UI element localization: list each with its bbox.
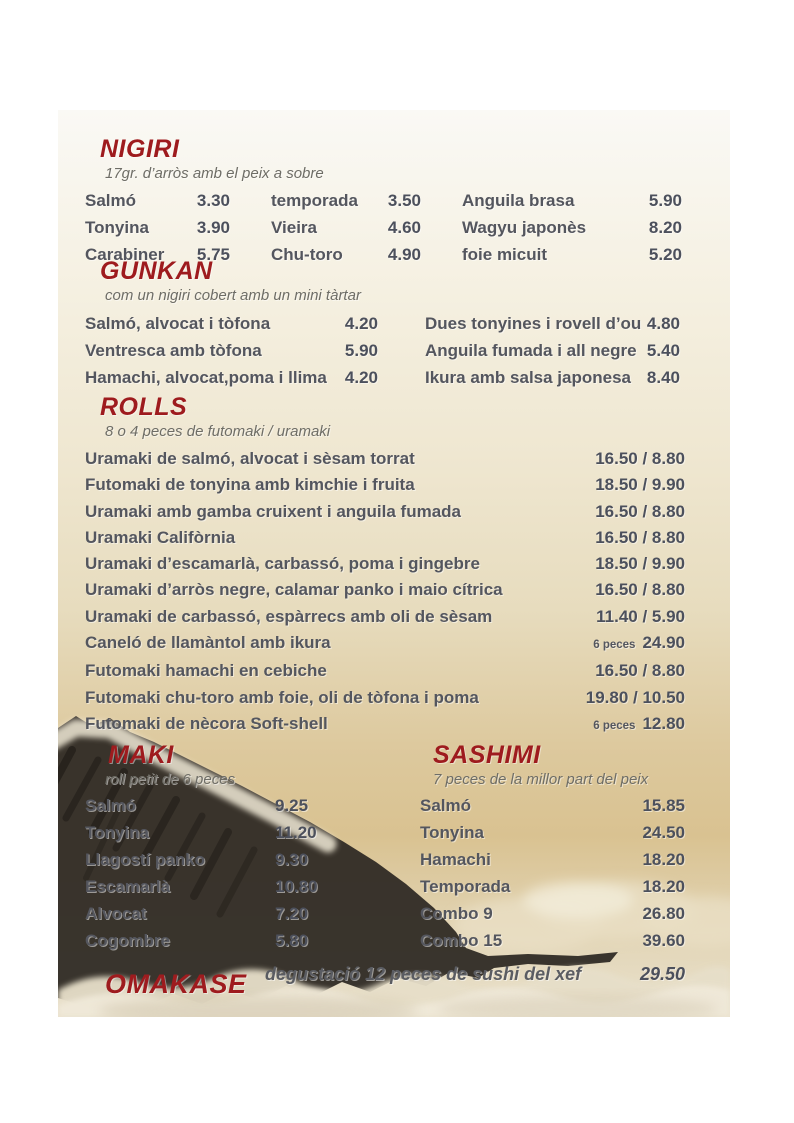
- item-name: Chu-toro: [271, 245, 343, 264]
- item-price: 5.40: [646, 341, 680, 360]
- item-price-group: [595, 577, 685, 603]
- menu-item: [85, 187, 230, 214]
- sashimi-items: [420, 792, 685, 954]
- menu-item: [85, 873, 420, 900]
- item-price: 7.20: [275, 904, 309, 923]
- item-price: 18.50 / 9.90: [595, 554, 685, 574]
- section-gunkan: [58, 256, 730, 391]
- menu-item: [425, 337, 680, 364]
- item-price-group: [595, 551, 685, 577]
- item-price: 16.50 / 8.80: [595, 580, 685, 600]
- item-name: Combo 9: [420, 904, 493, 923]
- item-name: Ventresca amb tòfona: [85, 341, 262, 360]
- omakase-description: degustació 12 peces de sushi del xef: [265, 964, 582, 984]
- item-price: 18.20: [642, 850, 685, 869]
- item-price: 16.50 / 8.80: [595, 501, 685, 521]
- item-name: Salmó, alvocat i tòfona: [85, 314, 271, 333]
- item-name: Futomaki chu-toro amb foie, oli de tòfona i poma: [85, 687, 479, 707]
- section-maki: [85, 740, 420, 954]
- item-name: Carabiner: [85, 245, 165, 264]
- menu-item: [420, 846, 685, 873]
- menu-item: [85, 310, 378, 337]
- item-name: Hamachi: [420, 850, 491, 869]
- section-title: NIGIRI: [100, 135, 180, 163]
- item-price-group: [595, 658, 685, 684]
- menu-panel: [58, 110, 730, 1017]
- item-name: Wagyu japonès: [462, 218, 587, 237]
- item-price: 12.80: [642, 713, 685, 733]
- item-price: 9.25: [275, 796, 309, 815]
- menu-item: [85, 819, 420, 846]
- item-price: 5.80: [275, 931, 309, 950]
- item-price: 18.50 / 9.90: [595, 475, 685, 495]
- item-name: Salmó: [85, 191, 137, 210]
- item-name: Uramaki Califòrnia: [85, 527, 236, 547]
- item-name: Tonyina: [420, 823, 484, 842]
- item-name: Caneló de llamàntol amb ikura: [85, 633, 331, 653]
- section-sashimi: [420, 740, 685, 954]
- section-subtitle: 8 o 4 peces de futomaki / uramaki: [105, 423, 331, 440]
- menu-item: [85, 525, 685, 551]
- item-name: Uramaki de carbassó, espàrrecs amb oli de sèsam: [85, 606, 493, 626]
- menu-item: [425, 364, 680, 391]
- section-subtitle: roll petit de 6 peces: [105, 771, 236, 788]
- menu-item: [85, 658, 685, 684]
- item-price: 9.30: [275, 850, 309, 869]
- maki-items: [85, 792, 420, 954]
- item-price-group: [595, 446, 685, 472]
- item-price: 4.80: [646, 314, 680, 333]
- menu-item: [85, 214, 230, 241]
- menu-item: [85, 630, 685, 658]
- item-price-group: [586, 685, 685, 711]
- item-name: Ikura amb salsa japonesa: [425, 368, 631, 387]
- item-price-group: [593, 630, 685, 658]
- menu-item: [271, 187, 421, 214]
- item-price: 15.85: [642, 796, 685, 815]
- menu-item: [420, 792, 685, 819]
- section-title: MAKI: [108, 741, 174, 769]
- menu-item: [85, 900, 420, 927]
- item-name: Vieira: [271, 218, 318, 237]
- item-price: 5.20: [648, 245, 682, 264]
- item-price: 19.80 / 10.50: [585, 687, 685, 707]
- item-price: 4.60: [387, 218, 421, 237]
- item-name: Tonyina: [85, 218, 149, 237]
- section-title: OMAKASE: [105, 969, 247, 999]
- item-name: Futomaki hamachi en cebiche: [85, 661, 327, 681]
- menu-item: [85, 604, 685, 630]
- item-name: Uramaki d’escamarlà, carbassó, poma i gingebre: [85, 554, 480, 574]
- section-title: SASHIMI: [433, 741, 541, 769]
- section-title: ROLLS: [100, 393, 188, 421]
- item-price: 4.20: [344, 368, 378, 387]
- menu-item: [85, 846, 420, 873]
- section-title: GUNKAN: [100, 257, 213, 285]
- item-name: temporada: [271, 191, 358, 210]
- item-name: Llagostí panko: [85, 850, 205, 869]
- item-name: Temporada: [420, 877, 511, 896]
- menu-item: [462, 214, 682, 241]
- item-name: Dues tonyines i rovell d’ou: [425, 314, 642, 333]
- item-price: 26.80: [642, 904, 685, 923]
- item-price: 5.90: [648, 191, 682, 210]
- section-maki-sashimi: [58, 740, 730, 954]
- menu-item: [85, 551, 685, 577]
- menu-item: [85, 472, 685, 498]
- section-subtitle: 7 peces de la millor part del peix: [433, 771, 649, 788]
- menu-item: [85, 711, 685, 739]
- item-price: 29.50: [639, 964, 685, 984]
- item-price: 5.75: [196, 245, 230, 264]
- section-omakase: [85, 960, 685, 1006]
- item-name: Salmó: [420, 796, 472, 815]
- item-name: Hamachi, alvocat,poma i llima: [85, 368, 327, 387]
- item-price: 3.90: [196, 218, 230, 237]
- item-name: Anguila brasa: [462, 191, 575, 210]
- item-name: Uramaki amb gamba cruixent i anguila fumada: [85, 501, 462, 521]
- item-price: 16.50 / 8.80: [595, 527, 685, 547]
- item-price-group: [593, 711, 685, 739]
- item-price: 3.50: [387, 191, 421, 210]
- item-price: 8.40: [646, 368, 680, 387]
- item-unit-label: 6 peces: [593, 639, 636, 652]
- gunkan-items: [85, 310, 685, 391]
- menu-item: [425, 310, 680, 337]
- item-price: 39.60: [642, 931, 685, 950]
- item-name: Cogombre: [85, 931, 170, 950]
- menu-item: [85, 927, 420, 954]
- item-name: Tonyina: [85, 823, 149, 842]
- item-price-group: [596, 604, 685, 630]
- section-subtitle: 17gr. d’arròs amb el peix a sobre: [105, 165, 324, 182]
- item-name: foie micuit: [462, 245, 548, 264]
- item-name: Futomaki de tonyina amb kimchie i fruita: [85, 475, 415, 495]
- item-name: Escamarlà: [85, 877, 171, 896]
- menu-item: [420, 927, 685, 954]
- item-price-group: [595, 472, 685, 498]
- item-price: 5.90: [344, 341, 378, 360]
- item-price: 4.90: [387, 245, 421, 264]
- menu-item: [420, 819, 685, 846]
- menu-item: [85, 337, 378, 364]
- item-price: 10.80: [275, 877, 318, 896]
- rolls-items: [85, 446, 685, 739]
- item-price-group: [595, 499, 685, 525]
- item-name: Futomaki de nècora Soft-shell: [85, 713, 328, 733]
- menu-item: [420, 873, 685, 900]
- item-price: 16.50 / 8.80: [595, 661, 685, 681]
- item-price: 16.50 / 8.80: [595, 449, 685, 468]
- item-unit-label: 6 peces: [593, 719, 636, 732]
- menu-item: [85, 685, 685, 711]
- item-name: Combo 15: [420, 931, 503, 950]
- menu-item: [85, 499, 685, 525]
- menu-item: [420, 900, 685, 927]
- item-name: Salmó: [85, 796, 137, 815]
- item-name: Uramaki de salmó, alvocat i sèsam torrat: [85, 449, 415, 468]
- item-name: Anguila fumada i all negre: [425, 341, 637, 360]
- item-price: 11.20: [275, 823, 317, 842]
- menu-item: [462, 187, 682, 214]
- item-price: 18.20: [642, 877, 685, 896]
- item-name: Alvocat: [85, 904, 147, 923]
- menu-item: [85, 792, 420, 819]
- section-nigiri: [58, 134, 730, 268]
- item-price: 4.20: [344, 314, 378, 333]
- item-price-group: [595, 525, 685, 551]
- item-price: 8.20: [648, 218, 682, 237]
- item-price: 3.30: [196, 191, 230, 210]
- item-name: Uramaki d’arròs negre, calamar panko i maio cítrica: [85, 580, 503, 600]
- menu-item: [85, 364, 378, 391]
- menu-item: [85, 577, 685, 603]
- item-price: 11.40 / 5.90: [596, 606, 685, 626]
- menu-item: [271, 214, 421, 241]
- section-rolls: [58, 392, 730, 739]
- item-price: 24.50: [642, 823, 685, 842]
- section-subtitle: com un nigiri cobert amb un mini tàrtar: [105, 287, 361, 304]
- item-price: 24.90: [642, 633, 685, 653]
- menu-item: [85, 446, 685, 472]
